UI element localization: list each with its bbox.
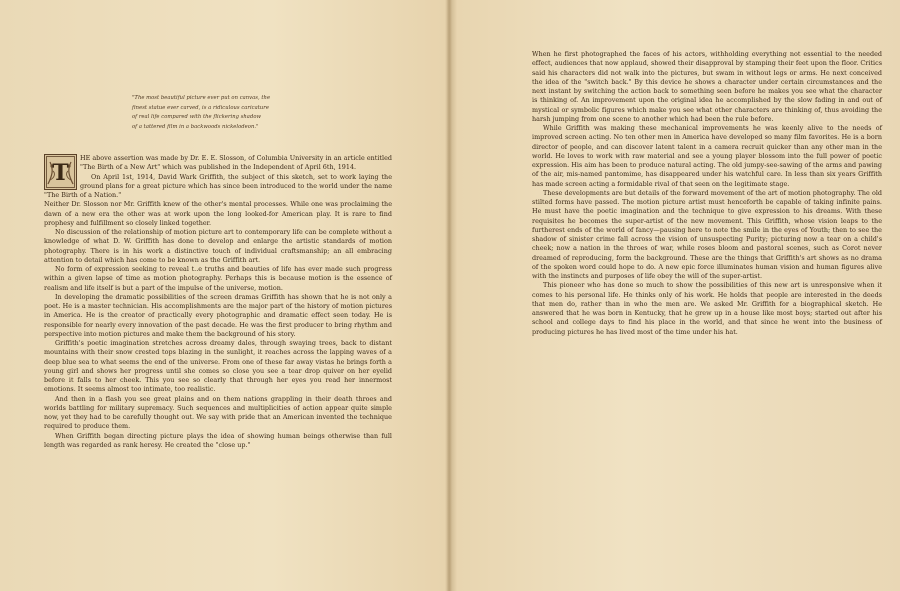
paragraph: Griffith's poetic imagination stretches across dreamy dales, through swaying trees, back to distant mountains with their snow crested tops blazing in the sunlight, it reaches across the lapping waves of a deep blue sea to what seems the end of the universe. From one of these far away vistas he brings forth a young girl and shows her progress until she comes so close you see a tear drop quiver on her eyelid before it falls to her cheek. This you see so clearly that through her eyes you read her innermost emotions. It seems almost too intimate, too realistic. (44, 339, 392, 394)
paragraph: These developments are but details of the forward movement of the art of motion photography. The old stilted forms have passed. The motion picture artist must henceforth be capable of taking infinite pains. He must have the poetic imagination and the technique to give expression to his dreams. With these requisites he becomes the super-artist of the new movement. This Griffith, whose vision leaps to the furtherest ends of the world of fancy—pausing here to note the smile in the eyes of Youth; then to see the shadow of sinister crime fall across the vision of unsuspecting Purity; picturing now a tear on a child's cheek; now a nation in the throes of war, while roses bloom and pastoral scenes, such as Corot never dreamed of reproducing, form the background. These are the things that Griffith's art shows as no drama of the spoken word could hope to do. A new epic force illuminates human vision and human figures alive with the instincts and purposes of life obey the will of the super-artist. (532, 188, 882, 280)
epigraph-line: of real life compared with the flickering shadow (132, 114, 261, 121)
epigraph-line: of a tattered film in a backwoods nickelodeon." (132, 123, 259, 130)
paragraph: While Griffith was making these mechanical improvements he was keenly alive to the needs of improved screen acting. No ten other men in America have developed so many film favorites. He is a born director of people, and can discover latent talent in a camera recruit quicker than any other man in the world. He loves to work with raw material and see a young player blossom into the full power of poetic expression. His aim has been to produce natural acting. The old jumpy-see-sawing of the arms and pawing of the air, mis-named pantomime, has disappeared under his watchful care. In less than six years Griffith has made screen acting a formidable rival of that seen on the legitimate stage. (532, 124, 882, 188)
right-page-body (532, 50, 882, 337)
left-page (0, 0, 448, 591)
paragraph: When Griffith began directing picture plays the idea of showing human beings otherwise than full length was regarded as rank heresy. He created the "close up." (44, 431, 392, 449)
paragraph: T HE above assertion was made by Dr. E. E. Slosson, of Columbia University in an article entitled "The Birth of a New Art" which was published in the Independent of April 6th, 1914. (44, 154, 392, 173)
left-page-body (44, 154, 392, 450)
dropcap-letter: T (52, 160, 69, 186)
epigraph-quote (132, 94, 317, 132)
paragraph: On April 1st, 1914, David Wark Griffith, the subject of this sketch, set to work laying the ground plans for a great picture which has since been introduced to the world under the name "The Birth of a Nation." (44, 172, 392, 199)
paragraph: No form of expression seeking to reveal t..e truths and beauties of life has ever made such progress within a given lapse of time as motion photography. Perhaps this is because motion is the essence of realism and life itself is but a part of the impulse of the universe, motion. (44, 265, 392, 292)
paragraph: Neither Dr. Slosson nor Mr. Griffith knew of the other's mental processes. While one was proclaiming the dawn of a new era the other was at work upon the long looked-for American play. It is rare to find prophesy and fulfillment so closely linked together. (44, 200, 392, 227)
ornamental-dropcap (44, 154, 77, 190)
epigraph-line: "The most beautiful picture ever put on canvas, the (132, 95, 271, 101)
paragraph: And then in a flash you see great plains and on them nations grappling in their death throes and worlds battling for military supremacy. Such sequences and multiplicities of action appear quite simple now, yet they had to be carefully thought out. We say with pride that an American invented the technique required to produce them. (44, 394, 392, 431)
paragraph: No discussion of the relationship of motion picture art to contemporary life can be complete without a knowledge of what D. W. Griffith has done to develop and enlarge the artistic standards of motion photography. There is in his work a distinctive touch of individual craftsmanship; an all embracing attention to detail which has come to be known as the Griffith art. (44, 228, 392, 264)
paragraph: This pioneer who has done so much to show the possibilities of this new art is unresponsive when it comes to his personal life. He thinks only of his work. He holds that people are interested in the deeds that men do, rather than in who the men are. We asked Mr. Griffith for a biographical sketch. He answered that he was born in Kentucky, that he grew up in a house like most boys; started out after his school and college days to find his place in the world, and that since he went into the business of producing pictures he has lived most of the time under his hat. (532, 281, 882, 336)
paragraph: When he first photographed the faces of his actors, withholding everything not essential to the needed effect, audiences that now applaud, showed their disapproval by stamping their feet upon the floor. Critics said his characters did not walk into the pictures, but swam in without legs or arms. He next conceived the idea of the "switch back." By this device he shows a character under certain circumstances and the next instant by switching the action back to something seen before he makes you see what the character is thinking of. An improvement upon the original idea he accomplished by the slow fading in and out of mystical or symbolic figures which make you see what other characters are thinking of, thus avoiding the harsh jumping from one scene to another which had been the rule before. (532, 50, 882, 123)
right-page (452, 0, 900, 591)
paragraph: In developing the dramatic possibilities of the screen dramas Griffith has shown that he is not only a poet. He is a master technician. His accomplishments are the major part of the history of motion pictures in America. He is the creator of practically every photographic and dramatic effect seen today. He is responsible for nearly every innovation of the past decade. He was the first producer to bring rhythm and perspective into motion pictures and make them the background of his story. (44, 292, 392, 338)
epigraph-line: finest statue ever carved, is a ridiculous caricature (132, 104, 269, 111)
